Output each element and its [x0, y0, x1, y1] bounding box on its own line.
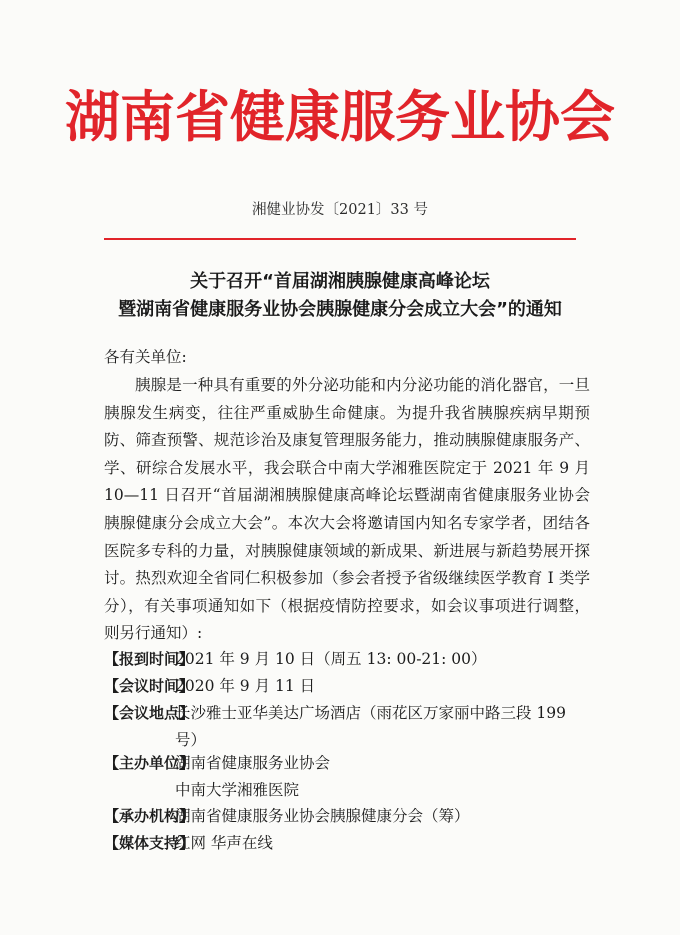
notice-title-line-1: 关于召开“首届湖湘胰腺健康高峰论坛: [190, 271, 490, 292]
detail-value: 2021 年 9 月 10 日（周五 13: 00-21: 00）: [175, 650, 487, 668]
detail-row-organizer: [104, 750, 590, 804]
salutation: 各有关单位:: [104, 348, 187, 366]
detail-value: 湖南省健康服务业协会胰腺健康分会（筹）: [175, 807, 470, 825]
detail-row-meeting-time: [104, 673, 590, 700]
document-number: 湘健业协发〔2021〕33 号: [252, 202, 428, 218]
detail-label: 【会议地点】: [104, 704, 195, 722]
detail-label: 【媒体支持】: [104, 834, 195, 852]
detail-value-secondary: 中南大学湘雅医院: [175, 781, 300, 799]
notice-title-line-2: 暨湖南省健康服务业协会胰腺健康分会成立大会”的通知: [118, 299, 562, 320]
detail-label: 【承办机构】: [104, 807, 195, 825]
detail-value: 长沙雅士亚华美达广场酒店（雨花区万家丽中路三段 199 号）: [175, 704, 567, 749]
detail-row-media: [104, 830, 590, 857]
detail-label: 【会议时间】: [104, 677, 195, 695]
detail-row-checkin-time: [104, 646, 590, 673]
detail-label: 【报到时间】: [104, 650, 195, 668]
detail-value: 2020 年 9 月 11 日: [175, 677, 316, 695]
body-paragraph: 胰腺是一种具有重要的外分泌功能和内分泌功能的消化器官，一旦胰腺发生病变，往往严重威胁生命健康。为提升我省胰腺疾病早期预防、筛查预警、规范诊治及康复管理服务能力，推动胰腺健康服务产、学、研综合发展水平，我会联合中南大学湘雅医院定于 2021 年 9 月 10—11 日召开“首届湖湘胰腺健康高峰论坛暨湖南省健康服务业协会胰腺健康分会成立大会”。本次大会将邀请国内知名专家学者，团结各医院多专科的力量，对胰腺健康领域的新成果、新进展与新趋势展开探讨。热烈欢迎全省同仁积极参加（参会者授予省级继续医学教育 I 类学分），有关事项通知如下（根据疫情防控要求，如会议事项进行调整，则另行通知）:: [104, 376, 590, 643]
detail-row-host: [104, 803, 590, 830]
detail-label: 【主办单位】: [104, 754, 195, 772]
detail-value: 湖南省健康服务业协会: [175, 754, 331, 772]
detail-row-venue: [104, 700, 590, 754]
org-letterhead-title: 湖南省健康服务业协会: [64, 84, 615, 149]
detail-value: 红网 华声在线: [175, 834, 273, 852]
letterhead-divider: [104, 238, 576, 240]
